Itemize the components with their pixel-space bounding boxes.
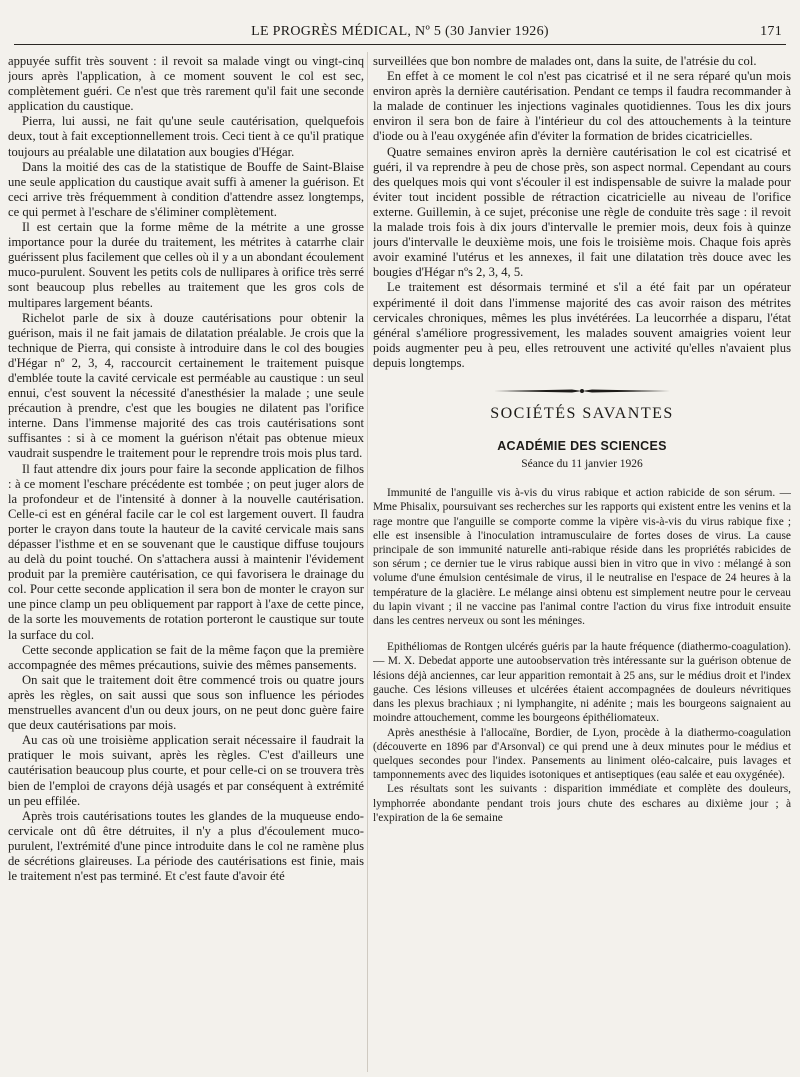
- report-paragraph: Immunité de l'anguille vis à-vis du virus rabique et action rabicide de son sérum. — Mme Phisalix, poursuivant ses recherches sur les rapports qui existent entre les venins et la rage montre que l'anguille se comporte comme la vipère vis-à-vis du virus rabique fixe ; elle est insensible à l'inoculation intramusculaire de fortes doses de virus. La cause principale de son immunité naturelle anti-rabique réside dans les propriétés rabicides de son sérum ; ce dernier tue le virus rabique aussi bien in vitro que in vivo : mélangé à son volume d'une émulsion centésimale de virus, il le neutralise en l'espace de 24 heures à la température de la glacière. Le mélange ainsi obtenu est simplement neutre pour le cerveau du lapin vivant ; il ne vaccine pas l'animal contre l'action du virus fixe introduit ensuite dans les centres nerveux ou sont les méninges.: [373, 487, 791, 628]
- paragraph: Cette seconde application se fait de la même façon que la première accompagnée des mêmes précautions, suivie des mêmes pansements.: [8, 642, 364, 672]
- column-divider: [367, 52, 368, 1072]
- report-paragraph: Epithéliomas de Rontgen ulcérés guéris par la haute fréquence (diathermo-coagulation). — M. X. Debedat apporte une autoobservation très intéressante sur la guérison obtenue de lésions déjà anciennes, car leur apparition remontait à 25 ans, sur le médius droit et l'index gauche. Ces lésions villeuses et ulcérées étaient accompagnées de douleurs névritiques dans les plexus brachiaux ; ni lymphangite, ni adénite ; mais les bourgeons saignaient au moindre attouchement, comme les bourgeons épithéliomateux.: [373, 641, 791, 725]
- ornament-rule-icon: [492, 386, 672, 396]
- paragraph: Après trois cautérisations toutes les glandes de la muqueuse endo-cervicale ont dû être détruites, il n'y a plus d'écoulement muco-purulent, l'extrémité d'une pince introduite dans le col ne ramène plus de sécrétions glaireuses. La période des cautérisations est finie, mais le traitement n'est pas terminé. Et c'est faute d'avoir été: [8, 808, 364, 884]
- paragraph: En effet à ce moment le col n'est pas cicatrisé et il ne sera réparé qu'un mois environ après la dernière cautérisation. Pendant ce temps il faudra recommander à la malade de continuer les injections vaginales quotidiennes. Tous les dix jours environ il sera bon de faire à l'intérieur du col des attouchements à la teinture d'iode ou à l'eau oxygénée afin d'éviter la formation de brides cicatricielles.: [373, 69, 791, 144]
- journal-title: LE PROGRÈS MÉDICAL, Nº 5 (30 Janvier 1926): [251, 24, 549, 39]
- page-number: 171: [760, 24, 782, 39]
- report-paragraph: Après anesthésie à l'allocaïne, Bordier, de Lyon, procède à la diathermo-coagulation (découverte en 1896 par d'Arsonval) ce qui prend une à deux minutes pour le médius et quelques secondes pour l'index. Pansements au liniment oléo-calcaire, puis lavages et tamponnements avec des liquides isotoniques et antiseptiques (eau salée et eau oxygénée).: [373, 726, 791, 782]
- paragraph: Pierra, lui aussi, ne fait qu'une seule cautérisation, quelquefois deux, tout à fait exceptionnellement trois. Ceci tient à ce qu'il pratique toujours au préalable une dilatation aux bougies d'Hégar.: [8, 114, 364, 159]
- left-column: [8, 54, 364, 1069]
- paragraph: Dans la moitié des cas de la statistique de Bouffe de Saint-Blaise une seule application du caustique avait suffi à amener la guérison. Et ceci arrive très fréquemment à condition d'attendre assez longtemps, ce qui permet à l'eschare de s'éliminer complètement.: [8, 159, 364, 219]
- paragraph: Il est certain que la forme même de la métrite a une grosse importance pour la durée du traitement, les métrites à catarrhe clair guérissent plus facilement que celles où il y a un abondant écoulement muco-purulent. Souvent les petits cols de nullipares à orifice très serré sont beaucoup plus rebelles au traitement que les gros cols de multipares largement béants.: [8, 220, 364, 310]
- paragraph: Richelot parle de six à douze cautérisations pour obtenir la guérison, mais il ne fait jamais de dilatation préalable. Je crois que la technique de Pierra, qui consiste à introduire dans le col des bougies d'Hégar nº 2, 3, 4, raccourcit certainement le traitement puisque d'emblée toute la cavité cervicale est perméable au caustique : un seul ennui, c'est souvent la nécessité d'anesthésier la malade ; une seule précaution à prendre, c'est que les bougies ne dilatent pas l'orifice interne. Dans l'immense majorité des cas trois cautérisations sont suffisantes : si à ce moment la guérison n'était pas obtenue mieux vaudrait suspendre le traitement pour le reprendre trois mois plus tard.: [8, 310, 364, 461]
- paragraph: surveillées que bon nombre de malades ont, dans la suite, de l'atrésie du col.: [373, 54, 757, 68]
- right-column: [373, 54, 791, 1069]
- report-paragraph: Les résultats sont les suivants : disparition immédiate et complète des douleurs, lymphorrée abondante pendant trois jours chute des eschares au dixième jour ; à l'expiration de la 6e semaine: [373, 783, 791, 824]
- section-title: SOCIÉTÉS SAVANTES: [490, 404, 674, 422]
- paragraph: appuyée suffit très souvent : il revoit sa malade vingt ou vingt-cinq jours après l'application, à ce moment souvent le col est sec, complètement guéri. Ce n'est que très rarement qu'il fait une seconde application du caustique.: [8, 54, 364, 114]
- running-header: [14, 22, 786, 45]
- academy-title: ACADÉMIE DES SCIENCES: [497, 439, 667, 454]
- paragraph: Quatre semaines environ après la dernière cautérisation le col est cicatrisé et guéri, il va reprendre à peu de chose près, son aspect normal. Cependant au cours des quelques mois qui vont s'écouler il est indispensable de suivre la malade pour éviter tout incident possible de rétraction cicatricielle au niveau de l'orifice externe. Guillemin, à ce sujet, préconise une règle de conduite très sage : il revoit la malade trois fois à dix jours d'intervalle le premier mois, deux fois à quinze jours d'intervalle le deuxième mois, une fois le troisième mois. Chaque fois après avoir examiné l'utérus et les annexes, il fait une dilatation très douce avec les bougies d'Hégar nºs 2, 3, 4, 5.: [373, 144, 791, 280]
- paragraph: Il faut attendre dix jours pour faire la seconde application de filhos : à ce moment l'eschare précédente est tombée ; on peut juger alors de la profondeur et de l'intensité à donner à la nouvelle cautérisation. Celle-ci est en général facile car le col est largement ouvert. Il faudra porter le crayon dans toute la hauteur de la cavité cervicale mais sans dépasser l'isthme et en se souvenant que le caustique diffuse toujours au delà du point touché. On s'attachera aussi à maintenir l'évidement produit par la première cautérisation, ce qui favorisera le drainage du col. Pour cette seconde application il sera bon de monter le crayon sur une pince clamp un peu obliquement par rapport à l'axe de cette pince, de la sorte les mouvements de rotation porteront le caustique sur toute la surface du col.: [8, 461, 364, 642]
- session-date: Séance du 11 janvier 1926: [521, 458, 643, 471]
- paragraph: Le traitement est désormais terminé et s'il a été fait par un opérateur expérimenté il doit dans l'immense majorité des cas avoir raison des métrites cervicales chroniques, mêmes les plus invétérées. La leucorrhée a disparu, l'état général s'améliore progressivement, les malades souvent amaigries voient leur poids augmenter peu à peu, elles retrouvent une activité qu'elles n'avaient plus depuis longtemps.: [373, 280, 791, 370]
- paragraph: On sait que le traitement doit être commencé trois ou quatre jours après les règles, on sait aussi que sous son influence les périodes menstruelles avancent d'un ou deux jours, on ne peut donc guère faire que deux cautérisations par mois.: [8, 672, 364, 733]
- paragraph: Au cas où une troisième application serait nécessaire il faudrait la pratiquer le mois suivant, après les règles. C'est d'ailleurs une cautérisation beaucoup plus courte, et pour celle-ci on se trouvera très bien de l'emploi de crayons déjà usagés et par conséquent à extrémité un peu effilée.: [8, 733, 364, 808]
- section-ornament: [373, 386, 791, 396]
- society-reports: [373, 486, 791, 825]
